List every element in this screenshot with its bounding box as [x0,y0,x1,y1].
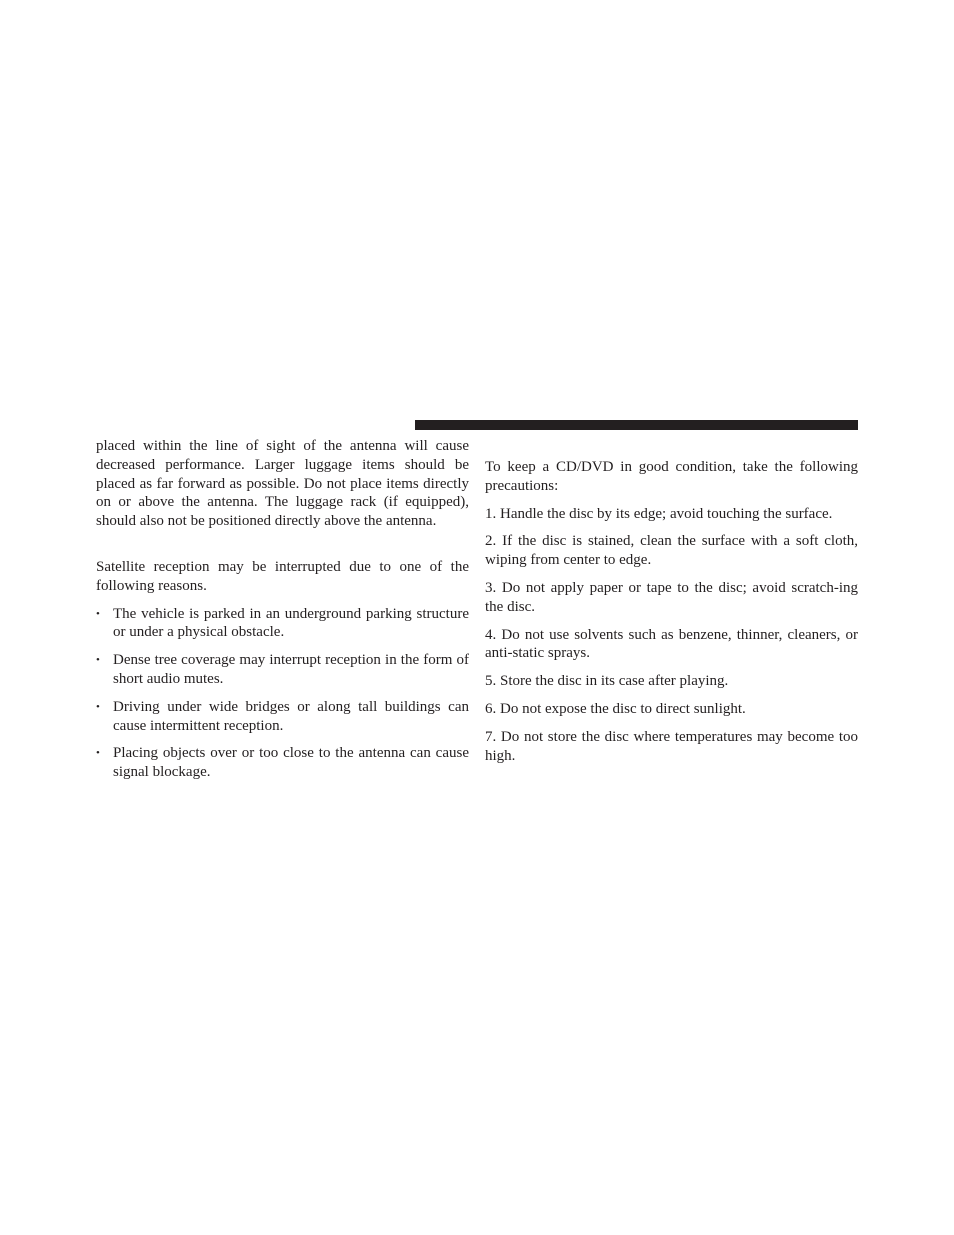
precaution-item: 3. Do not apply paper or tape to the disc; avoid scratch-ing the disc. [485,579,858,615]
list-item: • Dense tree coverage may interrupt reception in the form of short audio mutes. [96,652,469,687]
right-column [485,458,858,765]
precaution-item: 6. Do not expose the disc to direct sunlight. [485,700,746,717]
precaution-item: 7. Do not store the disc where temperatures may become too high. [485,728,858,764]
bullet-icon: • [96,747,100,760]
precaution-item: 2. If the disc is stained, clean the surface with a soft cloth, wiping from center to edge. [485,533,858,569]
disc-care-intro: To keep a CD/DVD in good condition, take the following precautions: [485,459,858,494]
bullet-icon: • [96,700,100,713]
bullet-icon: • [96,654,100,667]
antenna-paragraph: placed within the line of sight of the antenna will cause decreased performance. Larger luggage items should be placed as far forward as possible. Do not place items directly on or above the antenna. The luggage rack (if equipped), should also not be positioned directly above the antenna. [96,438,469,530]
bullet-icon: • [96,607,100,620]
precaution-item: 4. Do not use solvents such as benzene, thinner, cleaners, or anti-static sprays. [485,626,858,662]
left-column [96,437,469,782]
list-item: • Placing objects over or too close to the antenna can cause signal blockage. [96,745,469,781]
list-item: • Driving under wide bridges or along tall buildings can cause intermittent reception. [96,698,469,734]
list-item: • The vehicle is parked in an underground parking structure or under a physical obstacle. [96,605,469,641]
precaution-item: 5. Store the disc in its case after playing. [485,673,729,690]
reception-reasons-list [96,605,469,782]
precaution-item: 1. Handle the disc by its edge; avoid touching the surface. [485,505,833,522]
reception-intro: Satellite reception may be interrupted due to one of the following reasons. [96,558,469,594]
section-header-bar [415,420,858,430]
